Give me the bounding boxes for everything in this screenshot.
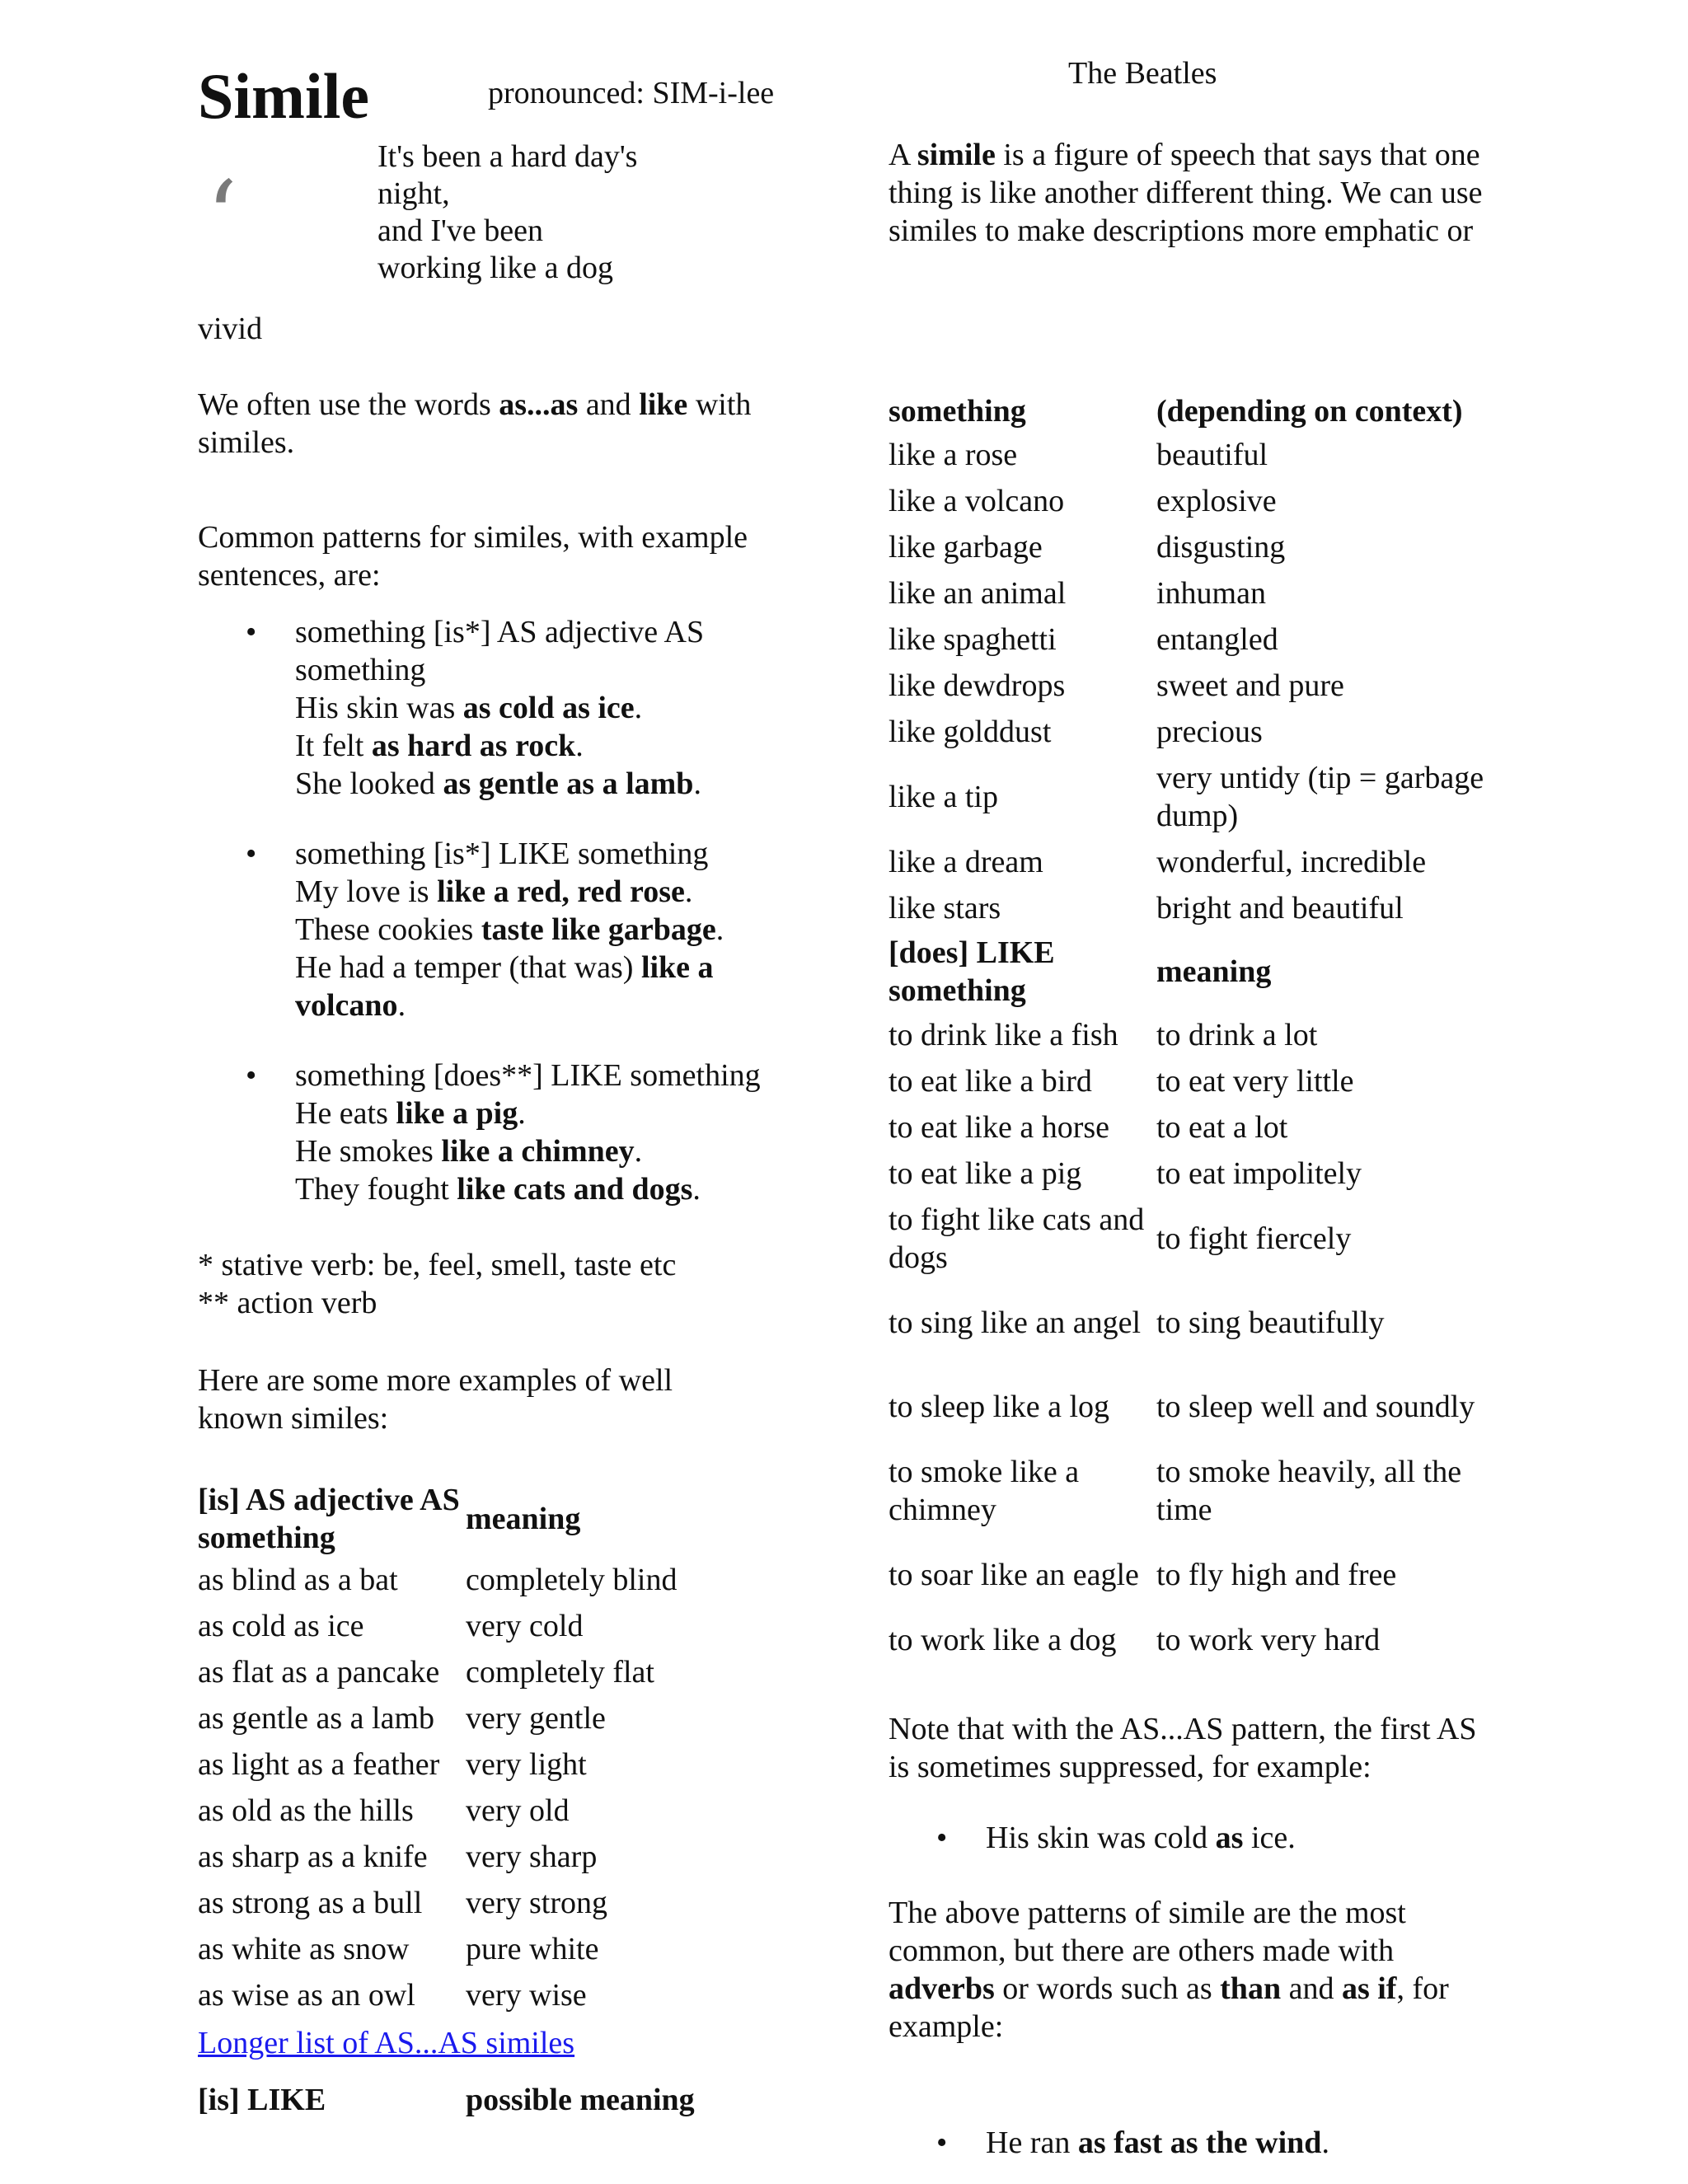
example: [295, 1132, 824, 1170]
simile-cell: to fight like cats and dogs: [889, 1202, 1145, 1275]
simile-cell: to eat like a bird: [889, 1064, 1092, 1099]
table-row: [889, 570, 1503, 616]
text: My love is: [295, 874, 438, 909]
example: [295, 949, 824, 987]
meaning-cell: entangled: [1156, 622, 1278, 657]
text: .: [518, 1096, 526, 1131]
header-text: meaning: [1156, 954, 1272, 989]
quote-line: night,: [377, 176, 450, 211]
bold-text: like cats and dogs: [457, 1172, 693, 1207]
table-row: [198, 1695, 713, 1741]
table-header: [1156, 391, 1503, 432]
meaning-cell: completely blind: [466, 1563, 678, 1597]
table-row: [198, 1603, 713, 1649]
pattern-item: [198, 613, 824, 803]
simile-cell: as blind as a bat: [198, 1563, 398, 1597]
table-row: [889, 616, 1503, 663]
quote-line: and I've been: [377, 213, 543, 248]
footnote: ** action verb: [198, 1286, 377, 1320]
quote-block: [377, 138, 699, 286]
meaning-cell: beautiful: [1156, 438, 1268, 472]
simile-cell: like dewdrops: [889, 668, 1066, 703]
bold-text: as if: [1341, 1971, 1397, 2006]
meaning-cell: to drink a lot: [1156, 1018, 1318, 1052]
table-row: [889, 524, 1503, 570]
table-header: [889, 391, 1156, 432]
simile-cell: as flat as a pancake: [198, 1655, 440, 1690]
simile-cell: to smoke like a chimney: [889, 1455, 1080, 1527]
table-header: [889, 931, 1156, 1012]
like-similes-table: [889, 391, 1503, 1663]
simile-cell: to eat like a horse: [889, 1110, 1110, 1145]
meaning-cell: very light: [466, 1747, 587, 1782]
quote-attribution: The Beatles: [1068, 56, 1217, 91]
bold-text: as cold as ice: [462, 691, 635, 725]
bold-text: as fast as the wind: [1077, 2125, 1322, 2160]
keyword: as...as: [499, 387, 579, 422]
example: [295, 873, 824, 911]
intro-term: simile: [917, 138, 996, 172]
simile-cell: like spaghetti: [889, 622, 1057, 657]
text: , for example:: [889, 1971, 1449, 2044]
bold-text: like a chimney: [441, 1134, 635, 1169]
simile-cell: like a volcano: [889, 484, 1065, 518]
table-row: [889, 1449, 1503, 1533]
text: .: [1321, 2125, 1329, 2160]
pronunciation: pronounced: SIM-i-lee: [488, 76, 775, 110]
footnote: * stative verb: be, feel, smell, taste etc: [198, 1248, 677, 1282]
bullet-icon: •: [936, 1821, 948, 1855]
meaning-cell: to sleep well and soundly: [1156, 1390, 1475, 1424]
patterns-intro: Common patterns for similes, with example sentences, are:: [198, 520, 748, 593]
text: The above patterns of simile are the most common, but there are others made with: [889, 1896, 1406, 1968]
meaning-cell: inhuman: [1156, 576, 1266, 611]
table-header: [1156, 931, 1503, 1012]
simile-cell: to soar like an eagle: [889, 1558, 1139, 1592]
intro-text: is a figure of speech that says that one thing is like another different thing. We can use similes to make descriptions more emphatic or: [889, 138, 1483, 248]
table-header: [466, 1481, 713, 1557]
example-item: [889, 2124, 1688, 2162]
table-row: [889, 478, 1503, 524]
text: and: [578, 387, 640, 422]
meaning-cell: to work very hard: [1156, 1623, 1381, 1657]
quote-line: working like a dog: [377, 251, 614, 285]
text: .: [634, 1134, 643, 1169]
table-row: [889, 1365, 1503, 1449]
meaning-cell: very gentle: [466, 1701, 606, 1736]
table-row: [889, 1533, 1503, 1617]
table-row: [889, 839, 1503, 885]
as-similes-table: [198, 1481, 713, 2018]
table-row: [198, 1788, 713, 1834]
simile-cell: like stars: [889, 891, 1001, 926]
example: [295, 911, 824, 949]
text: ice.: [1243, 1821, 1296, 1855]
note-paragraph: Note that with the AS...AS pattern, the first AS is sometimes suppressed, for example:: [889, 1712, 1477, 1784]
table-row: [889, 1617, 1503, 1663]
simile-cell: like a dream: [889, 845, 1043, 879]
header-text: [is] AS adjective AS something: [198, 1483, 460, 1555]
text: He ran: [986, 2125, 1078, 2160]
text: It felt: [295, 729, 372, 763]
pattern-heading: something [is*] LIKE something: [295, 837, 709, 871]
meaning-cell: to smoke heavily, all the time: [1156, 1455, 1462, 1527]
meaning-cell: to fight fiercely: [1156, 1221, 1352, 1256]
simile-cell: to sleep like a log: [889, 1390, 1110, 1424]
text: .: [693, 766, 701, 801]
like-table-header: [198, 2081, 695, 2119]
text: His skin was cold: [986, 1821, 1216, 1855]
meaning-cell: completely flat: [466, 1655, 654, 1690]
simile-cell: to work like a dog: [889, 1623, 1117, 1657]
table-row: [198, 1649, 713, 1695]
text: .: [684, 874, 693, 909]
text: He had a temper (that was): [295, 950, 641, 985]
meaning-cell: to eat impolitely: [1156, 1156, 1362, 1191]
simile-cell: like golddust: [889, 715, 1052, 749]
bold-text: like a: [640, 950, 714, 985]
above-paragraph: [889, 1894, 1498, 2046]
example: [295, 1170, 824, 1208]
text: She looked: [295, 766, 443, 801]
header-text: meaning: [466, 1502, 581, 1536]
bold-text: as gentle as a lamb: [443, 766, 694, 801]
text: or words such as: [994, 1971, 1221, 2006]
meaning-cell: wonderful, incredible: [1156, 845, 1427, 879]
simile-cell: to eat like a pig: [889, 1156, 1082, 1191]
bold-text: volcano: [295, 988, 398, 1023]
text: with similes.: [198, 387, 752, 460]
meaning-cell: very wise: [466, 1978, 587, 2013]
example-item: [889, 1819, 1688, 1857]
text: .: [575, 729, 584, 763]
pattern-heading: something: [295, 653, 426, 687]
table-row: [889, 1058, 1503, 1104]
example: [295, 727, 824, 765]
example: [295, 1094, 824, 1132]
bold-text: like a pig: [396, 1096, 518, 1131]
pattern-heading: something [is*] AS adjective AS: [295, 615, 705, 649]
meaning-cell: explosive: [1156, 484, 1277, 518]
table-row: [889, 1012, 1503, 1058]
quote-mark-icon: ‘: [206, 161, 238, 275]
simile-cell: to sing like an angel: [889, 1305, 1142, 1340]
text: and: [1281, 1971, 1342, 2006]
table-row: [889, 1281, 1503, 1365]
simile-cell: as strong as a bull: [198, 1886, 423, 1920]
pattern-item: [198, 835, 824, 1024]
table-row: [198, 1880, 713, 1926]
pattern-item: [198, 1057, 824, 1208]
meaning-cell: disgusting: [1156, 530, 1286, 565]
table-row: [889, 885, 1503, 931]
simile-cell: as old as the hills: [198, 1793, 414, 1828]
simile-cell: as sharp as a knife: [198, 1840, 428, 1874]
simile-cell: like an animal: [889, 576, 1067, 611]
intro-tail: vivid: [198, 312, 263, 346]
meaning-cell: very strong: [466, 1886, 608, 1920]
example: [295, 765, 824, 803]
meaning-cell: bright and beautiful: [1156, 891, 1404, 926]
text: He smokes: [295, 1134, 442, 1169]
text: His skin was: [295, 691, 463, 725]
bold-text: than: [1220, 1971, 1282, 2006]
more-examples-intro: Here are some more examples of well known similes:: [198, 1363, 673, 1436]
text: .: [397, 988, 406, 1023]
meaning-cell: to eat very little: [1156, 1064, 1354, 1099]
simile-cell: as wise as an owl: [198, 1978, 415, 2013]
table-row: [889, 755, 1503, 839]
intro-text: A: [889, 138, 917, 172]
meaning-cell: to eat a lot: [1156, 1110, 1288, 1145]
table-row: [198, 1741, 713, 1788]
simile-cell: like a rose: [889, 438, 1018, 472]
table-row: [889, 663, 1503, 709]
header-text: [is] LIKE: [198, 2083, 326, 2117]
simile-cell: to drink like a fish: [889, 1018, 1118, 1052]
pattern-heading: something [does**] LIKE something: [295, 1058, 761, 1093]
table-row: [198, 1834, 713, 1880]
text: .: [634, 691, 643, 725]
meaning-cell: to fly high and free: [1156, 1558, 1397, 1592]
simile-cell: as gentle as a lamb: [198, 1701, 435, 1736]
table-row: [889, 1197, 1503, 1281]
text: They fought: [295, 1172, 457, 1207]
table-row: [889, 709, 1503, 755]
meaning-cell: to sing beautifully: [1156, 1305, 1385, 1340]
meaning-cell: very old: [466, 1793, 570, 1828]
bullet-icon: •: [936, 2125, 948, 2160]
table-row: [889, 432, 1503, 478]
meaning-cell: sweet and pure: [1156, 668, 1344, 703]
bold-text: taste like garbage: [481, 912, 716, 947]
text: He eats: [295, 1096, 396, 1131]
header-text: something: [889, 394, 1026, 429]
longer-list-link[interactable]: Longer list of AS...AS similes: [198, 2026, 575, 2060]
text: These cookies: [295, 912, 481, 947]
text: We often use the words: [198, 387, 499, 422]
header-text: [does] LIKE something: [889, 935, 1055, 1008]
table-row: [198, 1926, 713, 1972]
simile-cell: like a tip: [889, 780, 998, 814]
bold-text: as: [1215, 1821, 1244, 1855]
simile-cell: like garbage: [889, 530, 1043, 565]
simile-cell: as light as a feather: [198, 1747, 440, 1782]
meaning-cell: very sharp: [466, 1840, 598, 1874]
bullet-icon: •: [246, 615, 257, 649]
table-row: [198, 1972, 713, 2018]
meaning-cell: pure white: [466, 1932, 599, 1966]
example: [295, 689, 824, 727]
intro-paragraph: [889, 136, 1490, 250]
text: .: [715, 912, 724, 947]
table-row: [889, 1151, 1503, 1197]
table-header: [198, 1481, 466, 1557]
words-paragraph: [198, 386, 808, 462]
page-title: Simile: [198, 60, 369, 132]
bullet-icon: •: [246, 837, 257, 871]
table-row: [198, 1557, 713, 1603]
example: [295, 987, 824, 1024]
keyword: like: [639, 387, 688, 422]
header-text: (depending on context): [1156, 394, 1463, 429]
text: .: [692, 1172, 701, 1207]
bullet-icon: •: [246, 1058, 257, 1093]
footnotes: [198, 1246, 808, 1322]
meaning-cell: very untidy (tip = garbage dump): [1156, 761, 1484, 833]
simile-cell: as white as snow: [198, 1932, 410, 1966]
bold-text: adverbs: [889, 1971, 995, 2006]
meaning-cell: precious: [1156, 715, 1263, 749]
bold-text: as hard as rock: [371, 729, 576, 763]
simile-cell: as cold as ice: [198, 1609, 364, 1643]
bold-text: like a red, red rose: [437, 874, 685, 909]
meaning-cell: very cold: [466, 1609, 584, 1643]
quote-line: It's been a hard day's: [377, 139, 638, 174]
header-text: possible meaning: [466, 2083, 695, 2117]
table-row: [889, 1104, 1503, 1151]
